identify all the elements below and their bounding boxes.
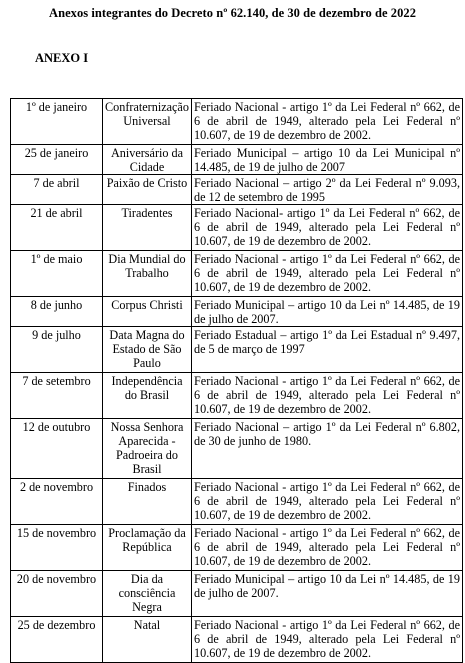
- holiday-name: Independência do Brasil: [103, 373, 192, 419]
- holiday-name: Dia Mundial do Trabalho: [103, 251, 192, 297]
- table-row: [11, 617, 463, 663]
- holiday-legal-basis: Feriado Nacional- artigo 1º da Lei Federal nº 662, de 6 de abril de 1949, alterado pela Lei Federal nº 10.607, de 19 de dezembro de 2002.: [192, 205, 463, 251]
- holiday-name: Dia da consciência Negra: [103, 571, 192, 617]
- holiday-name: Finados: [103, 479, 192, 525]
- holiday-name: Paixão de Cristo: [103, 175, 192, 205]
- holiday-legal-basis: Feriado Nacional - artigo 1º da Lei Federal nº 662, de 6 de abril de 1949, alterado pela Lei Federal nº 10.607, de 19 de dezembro de 2002.: [192, 373, 463, 419]
- table-row: [11, 571, 463, 617]
- table-row: [11, 145, 463, 175]
- holiday-name: Nossa Senhora Aparecida - Padroeira do Brasil: [103, 419, 192, 479]
- holiday-date: 7 de setembro: [11, 373, 103, 419]
- holiday-date: 20 de novembro: [11, 571, 103, 617]
- holiday-name: Data Magna do Estado de São Paulo: [103, 327, 192, 373]
- table-row: [11, 297, 463, 327]
- holiday-date: 12 de outubro: [11, 419, 103, 479]
- holiday-date: 15 de novembro: [11, 525, 103, 571]
- annex-heading: ANEXO I: [35, 51, 89, 65]
- holiday-name: Tiradentes: [103, 205, 192, 251]
- holiday-date: 25 de dezembro: [11, 617, 103, 663]
- holiday-legal-basis: Feriado Nacional - artigo 1º da Lei Federal nº 662, de 6 de abril de 1949, alterado pela Lei Federal nº 10.607, de 19 de dezembro de 2002.: [192, 479, 463, 525]
- table-row: [11, 327, 463, 373]
- table-row: [11, 479, 463, 525]
- holiday-legal-basis: Feriado Nacional - artigo 1º da Lei Federal nº 662, de 6 de abril de 1949, alterado pela Lei Federal nº 10.607, de 19 de dezembro de 2002.: [192, 251, 463, 297]
- holiday-date: 25 de janeiro: [11, 145, 103, 175]
- document-title: Anexos integrantes do Decreto nº 62.140, de 30 de dezembro de 2022: [49, 6, 416, 20]
- holiday-legal-basis: Feriado Municipal – artigo 10 da Lei nº 14.485, de 19 de julho de 2007.: [192, 571, 463, 617]
- table-row: [11, 251, 463, 297]
- holiday-legal-basis: Feriado Nacional - artigo 1º da Lei Federal nº 662, de 6 de abril de 1949, alterado pela Lei Federal nº 10.607, de 19 de dezembro de 2002.: [192, 525, 463, 571]
- table-row: [11, 175, 463, 205]
- holiday-date: 7 de abril: [11, 175, 103, 205]
- holiday-name: Aniversário da Cidade: [103, 145, 192, 175]
- holiday-name: Natal: [103, 617, 192, 663]
- table-row: [11, 525, 463, 571]
- holiday-legal-basis: Feriado Municipal – artigo 10 da Lei nº 14.485, de 19 de julho de 2007.: [192, 297, 463, 327]
- holiday-legal-basis: Feriado Municipal – artigo 10 da Lei Municipal nº 14.485, de 19 de julho de 2007: [192, 145, 463, 175]
- table-row: [11, 205, 463, 251]
- table-row: [11, 373, 463, 419]
- table-row: [11, 419, 463, 479]
- holiday-date: 1º de maio: [11, 251, 103, 297]
- holiday-date: 8 de junho: [11, 297, 103, 327]
- holiday-legal-basis: Feriado Estadual – artigo 1º da Lei Estadual nº 9.497, de 5 de março de 1997: [192, 327, 463, 373]
- holiday-legal-basis: Feriado Nacional – artigo 1º da Lei Federal nº 6.802, de 30 de junho de 1980.: [192, 419, 463, 479]
- holiday-legal-basis: Feriado Nacional - artigo 1º da Lei Federal nº 662, de 6 de abril de 1949, alterado pela Lei Federal nº 10.607, de 19 de dezembro de 2002.: [192, 99, 463, 145]
- holiday-name: Corpus Christi: [103, 297, 192, 327]
- holiday-name: Confraternização Universal: [103, 99, 192, 145]
- holiday-date: 1º de janeiro: [11, 99, 103, 145]
- holiday-date: 9 de julho: [11, 327, 103, 373]
- holiday-date: 21 de abril: [11, 205, 103, 251]
- holiday-legal-basis: Feriado Nacional - artigo 1º da Lei Federal nº 662, de 6 de abril de 1949, alterado pela Lei Federal nº 10.607, de 19 de dezembro de 2002.: [192, 617, 463, 663]
- holiday-name: Proclamação da República: [103, 525, 192, 571]
- holiday-legal-basis: Feriado Nacional – artigo 2º da Lei Federal nº 9.093, de 12 de setembro de 1995: [192, 175, 463, 205]
- holiday-date: 2 de novembro: [11, 479, 103, 525]
- table-row: [11, 99, 463, 145]
- holidays-table: [10, 98, 463, 663]
